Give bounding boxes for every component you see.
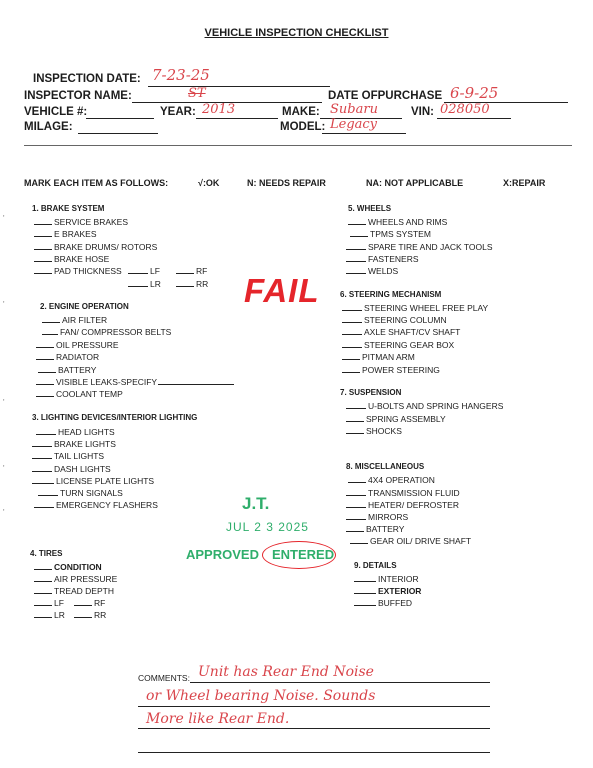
milage-line — [78, 133, 158, 134]
checklist-item[interactable]: WELDS — [346, 265, 398, 276]
scan-mark: ' — [3, 214, 5, 223]
checklist-item[interactable]: INTERIOR — [354, 573, 419, 584]
fail-stamp: FAIL — [244, 272, 320, 309]
checklist-item[interactable]: POWER STEERING — [342, 364, 440, 375]
legend-repair: X:REPAIR — [503, 178, 546, 188]
checklist-item[interactable]: HEATER/ DEFROSTER — [346, 499, 459, 510]
checklist-item[interactable]: BRAKE LIGHTS — [32, 438, 116, 449]
date-of-purchase-label: DATE OFPURCHASE — [328, 90, 443, 102]
inspector-name-value[interactable]: ST — [188, 86, 206, 101]
checklist-item[interactable]: VISIBLE LEAKS-SPECIFY — [36, 376, 236, 387]
section-engine-title: 2. ENGINE OPERATION — [40, 302, 129, 311]
inspection-date-value[interactable]: 7-23-25 — [152, 66, 210, 84]
model-value[interactable]: Legacy — [330, 117, 378, 132]
pad-rr[interactable]: RR — [176, 278, 208, 289]
checklist-item[interactable]: BUFFED — [354, 597, 412, 608]
scan-mark: ' — [3, 464, 5, 473]
legend-intro: MARK EACH ITEM AS FOLLOWS: — [24, 178, 169, 188]
scan-mark: ' — [3, 300, 5, 309]
inspection-date-label: INSPECTION DATE: — [33, 73, 141, 85]
legend-ok: √:OK — [198, 178, 220, 188]
inspector-name-label: INSPECTOR NAME: — [24, 90, 132, 102]
tire-rr[interactable]: RR — [74, 609, 106, 620]
checklist-item[interactable]: GEAR OIL/ DRIVE SHAFT — [350, 535, 471, 546]
checklist-item[interactable]: EXTERIOR — [354, 585, 421, 596]
section-misc-title: 8. MISCELLANEOUS — [346, 462, 425, 471]
checklist-item[interactable]: LICENSE PLATE LIGHTS — [32, 475, 154, 486]
make-label: MAKE: — [282, 106, 320, 118]
year-label: YEAR: — [160, 106, 196, 118]
comment-line-3 — [138, 728, 490, 729]
vin-line — [437, 118, 511, 119]
checklist-item[interactable]: COOLANT TEMP — [36, 388, 123, 399]
model-line — [322, 133, 406, 134]
date-stamp: JUL 2 3 2025 — [226, 520, 309, 534]
tire-lf[interactable]: LF — [34, 597, 64, 608]
model-label: MODEL: — [280, 121, 326, 133]
checklist-item[interactable]: SHOCKS — [346, 425, 402, 436]
make-value[interactable]: Subaru — [330, 102, 378, 117]
checklist-item[interactable]: STEERING COLUMN — [342, 314, 447, 325]
section-tires-title: 4. TIRES — [30, 549, 63, 558]
checklist-item[interactable]: TAIL LIGHTS — [32, 450, 104, 461]
tire-lr[interactable]: LR — [34, 609, 65, 620]
checklist-item[interactable]: BATTERY — [346, 523, 404, 534]
scan-mark: ' — [3, 508, 5, 517]
vehicle-number-line — [86, 118, 154, 119]
year-value[interactable]: 2013 — [202, 102, 236, 117]
tire-rf[interactable]: RF — [74, 597, 105, 608]
pad-rf[interactable]: RF — [176, 265, 207, 276]
checklist-item[interactable]: TRANSMISSION FLUID — [346, 487, 460, 498]
checklist-item[interactable]: EMERGENCY FLASHERS — [34, 499, 158, 510]
checklist-item[interactable]: WHEELS AND RIMS — [348, 216, 447, 227]
checklist-item[interactable]: U-BOLTS AND SPRING HANGERS — [346, 400, 503, 411]
entered-stamp: ENTERED — [272, 547, 335, 562]
pad-lr[interactable]: LR — [128, 278, 161, 289]
comment-text-2[interactable]: or Wheel bearing Noise. Sounds — [146, 688, 376, 704]
legend-not-applicable: NA: NOT APPLICABLE — [366, 178, 464, 188]
comments-label: COMMENTS: — [138, 673, 190, 683]
comment-line-4 — [138, 752, 490, 753]
checklist-item[interactable]: BRAKE DRUMS/ ROTORS — [34, 241, 157, 252]
comment-text-3[interactable]: More like Rear End. — [146, 711, 290, 727]
checklist-item[interactable]: FASTENERS — [346, 253, 419, 264]
inspection-date-line — [148, 86, 330, 87]
section-brake-title: 1. BRAKE SYSTEM — [32, 204, 105, 213]
checklist-item[interactable]: FAN/ COMPRESSOR BELTS — [42, 326, 171, 337]
pad-lf[interactable]: LF — [128, 265, 160, 276]
comment-line-1 — [190, 682, 490, 683]
initials-stamp: J.T. — [242, 494, 270, 513]
comment-line-2 — [138, 706, 490, 707]
header-divider — [24, 145, 572, 146]
checklist-item[interactable]: CONDITION — [34, 561, 102, 572]
checklist-item[interactable]: BATTERY — [38, 364, 96, 375]
checklist-item[interactable]: BRAKE HOSE — [34, 253, 109, 264]
checklist-item[interactable]: E BRAKES — [34, 228, 97, 239]
checklist-item[interactable]: OIL PRESSURE — [36, 339, 119, 350]
section-lighting-title: 3. LIGHTING DEVICES/INTERIOR LIGHTING — [32, 413, 198, 422]
section-steering-title: 6. STEERING MECHANISM — [340, 290, 442, 299]
checklist-item[interactable]: SPARE TIRE AND JACK TOOLS — [346, 241, 493, 252]
checklist-item[interactable]: AXLE SHAFT/CV SHAFT — [342, 326, 460, 337]
scan-mark: ' — [3, 398, 5, 407]
year-line — [196, 118, 278, 119]
checklist-item[interactable]: STEERING GEAR BOX — [342, 339, 454, 350]
approved-stamp: APPROVED — [186, 547, 259, 562]
checklist-item[interactable]: TREAD DEPTH — [34, 585, 114, 596]
vin-label: VIN: — [411, 106, 434, 118]
legend-needs-repair: N: NEEDS REPAIR — [247, 178, 326, 188]
checklist-item[interactable]: MIRRORS — [346, 511, 408, 522]
date-of-purchase-value[interactable]: 6-9-25 — [450, 84, 499, 102]
vehicle-number-label: VEHICLE #: — [24, 106, 88, 118]
checklist-item[interactable]: TURN SIGNALS — [38, 487, 123, 498]
checklist-item[interactable]: TPMS SYSTEM — [350, 228, 431, 239]
checklist-item[interactable]: HEAD LIGHTS — [36, 426, 115, 437]
checklist-item[interactable]: SPRING ASSEMBLY — [346, 413, 446, 424]
checklist-item[interactable]: RADIATOR — [36, 351, 99, 362]
checklist-item[interactable]: PITMAN ARM — [342, 351, 415, 362]
vin-value[interactable]: 028050 — [440, 102, 490, 117]
section-suspension-title: 7. SUSPENSION — [340, 388, 402, 397]
section-wheels-title: 5. WHEELS — [348, 204, 392, 213]
checklist-item[interactable]: AIR PRESSURE — [34, 573, 117, 584]
checklist-item[interactable]: SERVICE BRAKES — [34, 216, 128, 227]
checklist-item[interactable]: PAD THICKNESS — [34, 265, 122, 276]
milage-label: MILAGE: — [24, 121, 73, 133]
comment-text-1[interactable]: Unit has Rear End Noise — [198, 664, 374, 680]
checklist-item[interactable]: DASH LIGHTS — [32, 463, 111, 474]
checklist-item[interactable]: AIR FILTER — [42, 314, 107, 325]
checklist-item[interactable]: 4X4 OPERATION — [348, 474, 435, 485]
checklist-item[interactable]: STEERING WHEEL FREE PLAY — [342, 302, 488, 313]
section-details-title: 9. DETAILS — [354, 561, 397, 570]
document-title: VEHICLE INSPECTION CHECKLIST — [204, 27, 389, 39]
